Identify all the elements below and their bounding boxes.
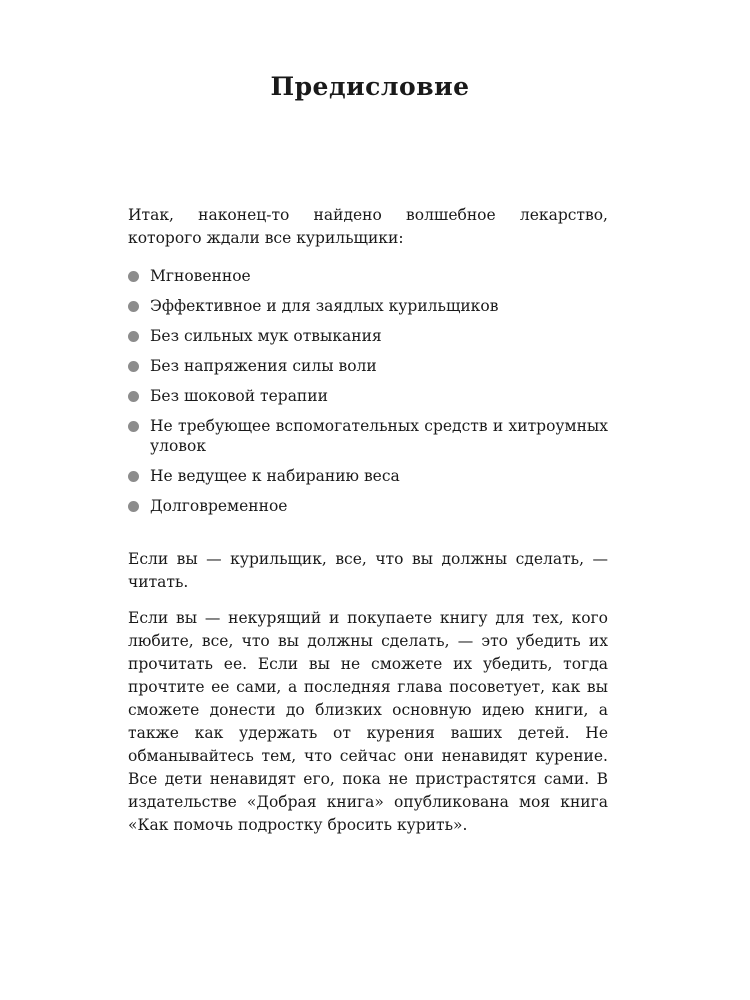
bullet-dot-icon — [128, 391, 139, 402]
list-item — [128, 496, 608, 516]
bullet-dot-icon — [128, 471, 139, 482]
nonsmoker-paragraph-block — [128, 607, 608, 837]
list-item-text: Без напряжения силы воли — [150, 357, 377, 375]
benefits-list — [128, 266, 608, 526]
list-item-text: Не требующее вспомогательных средств и хитроумных уловок — [150, 417, 608, 455]
list-item — [128, 386, 608, 406]
bullet-dot-icon — [128, 301, 139, 312]
list-item-text: Долговременное — [150, 497, 288, 515]
list-item — [128, 356, 608, 376]
list-item — [128, 416, 608, 456]
list-item-text: Эффективное и для заядлых курильщиков — [150, 297, 499, 315]
nonsmoker-paragraph: Если вы — некурящий и покупаете книгу для тех, кого любите, все, что вы должны сделать, — это убедить их прочитать ее. Если вы не сможете их убедить, тогда прочтите ее сами, а последняя глава посоветует, как вы сможете донести до близких основную идею книги, а также как удержать от курения ваших детей. Не обманывайтесь тем, что сейчас они ненавидят курение. Все дети ненавидят его, пока не пристрастятся сами. В издательстве «Добрая книга» опубликована моя книга «Как помочь подростку бросить курить». — [128, 609, 608, 834]
bullet-dot-icon — [128, 501, 139, 512]
list-item-text: Не ведущее к набиранию веса — [150, 467, 400, 485]
bullet-dot-icon — [128, 421, 139, 432]
smoker-paragraph: Если вы — курильщик, все, что вы должны сделать, — читать. — [128, 550, 608, 591]
intro-paragraph: Итак, наконец-то найдено волшебное лекарство, которого ждали все курильщики: — [128, 206, 608, 247]
intro-paragraph-block — [128, 204, 608, 250]
list-item — [128, 296, 608, 316]
list-item — [128, 326, 608, 346]
page-title: Предисловие — [270, 72, 470, 101]
bullet-dot-icon — [128, 271, 139, 282]
list-item-text: Без сильных мук отвыкания — [150, 327, 382, 345]
list-item-text: Мгновенное — [150, 267, 251, 285]
list-item-text: Без шоковой терапии — [150, 387, 328, 405]
list-item — [128, 466, 608, 486]
bullet-dot-icon — [128, 361, 139, 372]
bullet-dot-icon — [128, 331, 139, 342]
smoker-paragraph-block — [128, 548, 608, 594]
list-item — [128, 266, 608, 286]
